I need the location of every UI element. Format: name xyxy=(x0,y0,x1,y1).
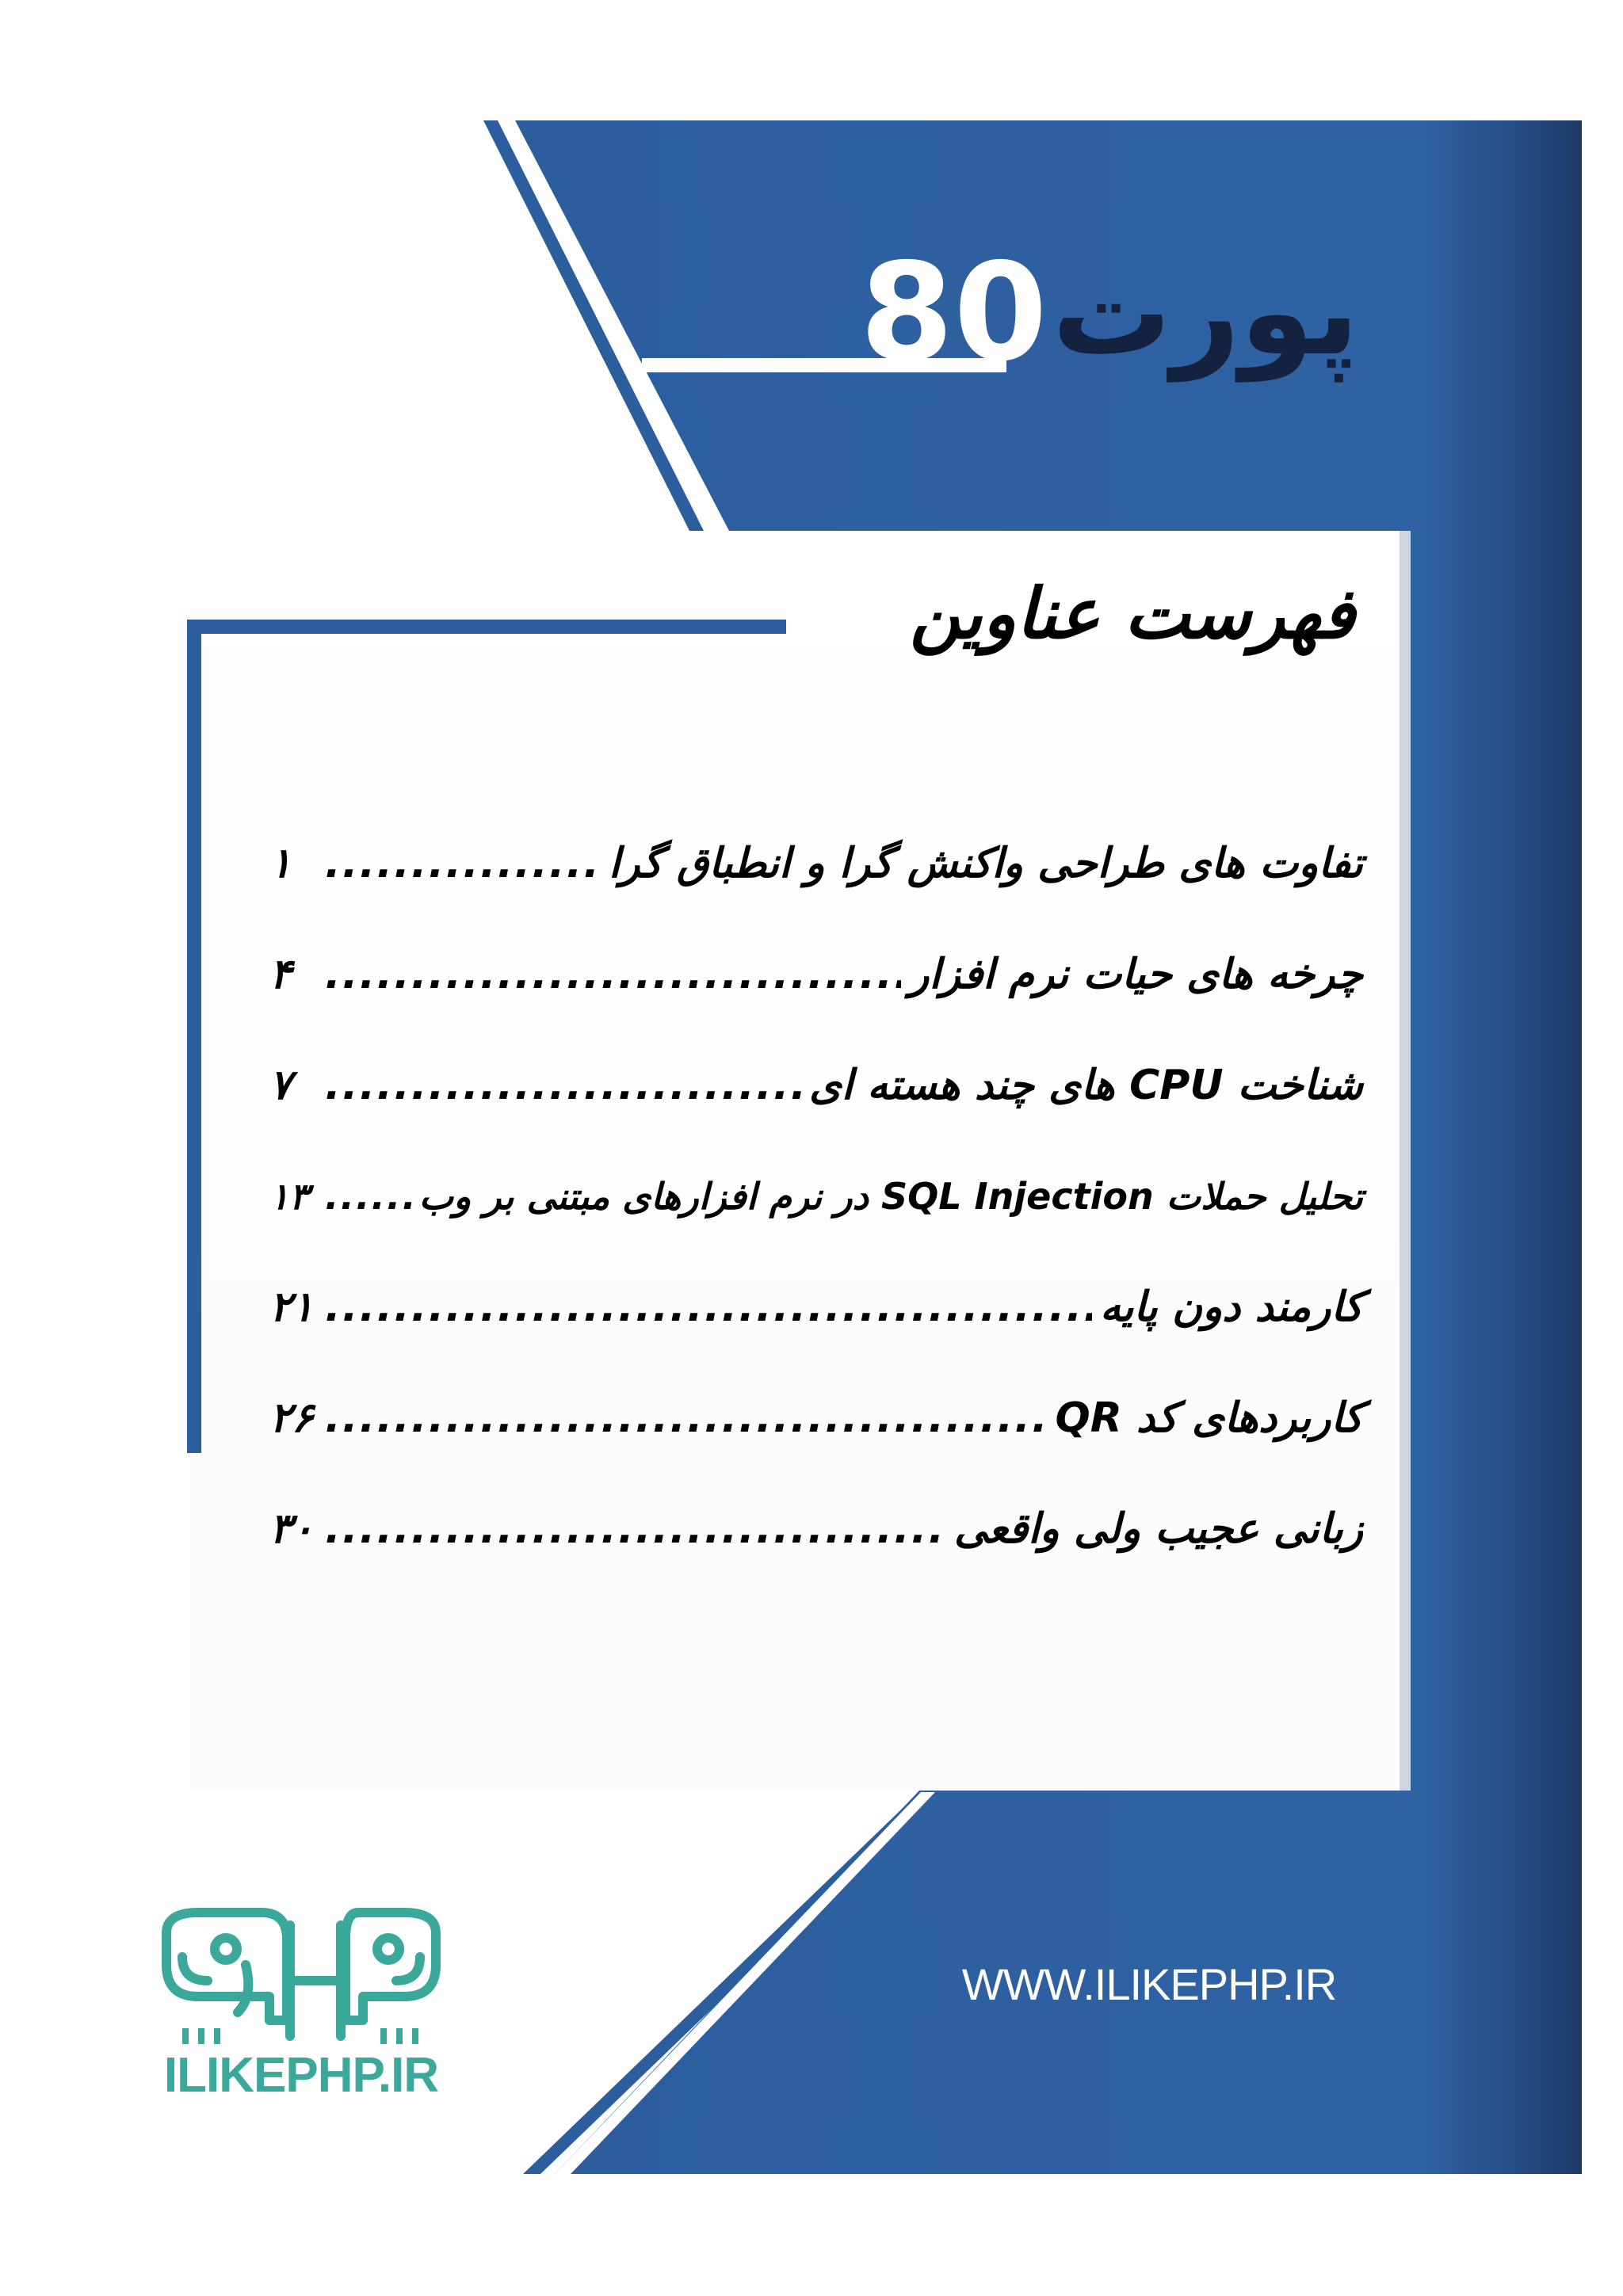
php-logo-text: ILIKEPHP.IR xyxy=(163,2048,439,2103)
toc-item[interactable] xyxy=(269,1363,1363,1474)
toc-item-page: ۳۰ xyxy=(269,1505,314,1553)
toc-item-label: تحلیل حملات SQL Injection در نرم افزارهای مبتنی بر وب xyxy=(418,1175,1363,1218)
toc-item-leader xyxy=(325,951,901,998)
toc-item-page: ۱۳ xyxy=(269,1175,309,1218)
website-url[interactable]: WWW.ILIKEPHP.IR xyxy=(961,1959,1337,2009)
bracket-left xyxy=(187,620,201,1453)
toc-item-page: ۱ xyxy=(269,840,292,887)
toc-item-label: کاربردهای کد QR xyxy=(1055,1394,1363,1442)
logo-number: 80 xyxy=(859,235,1048,391)
toc-list xyxy=(269,808,1363,1585)
toc-item-leader xyxy=(325,840,601,887)
toc-item[interactable] xyxy=(269,1030,1363,1141)
toc-item[interactable] xyxy=(269,1252,1363,1363)
toc-item-label: شناخت CPU های چند هسته ای xyxy=(809,1062,1363,1109)
toc-item[interactable] xyxy=(269,1474,1363,1585)
toc-item-leader xyxy=(325,1505,946,1553)
toc-item-page: ۲۶ xyxy=(269,1394,314,1442)
toc-item[interactable] xyxy=(269,919,1363,1030)
toc-item-leader xyxy=(325,1283,1092,1331)
toc-title: فهرست عناوین xyxy=(910,573,1355,654)
toc-item-label: زبانی عجیب ولی واقعی xyxy=(953,1505,1363,1553)
logo-word: پورت xyxy=(1052,244,1360,382)
card-shadow xyxy=(1400,531,1411,1791)
toc-item[interactable] xyxy=(269,808,1363,919)
toc-item-label: تفاوت های طراحی واکنش گرا و انطباق گرا xyxy=(608,840,1363,887)
toc-item-label: کارمند دون پایه xyxy=(1100,1283,1363,1331)
toc-item-leader xyxy=(325,1394,1047,1442)
toc-item-leader xyxy=(325,1175,411,1218)
toc-item-label: چرخه های حیات نرم افزار xyxy=(909,951,1363,998)
toc-item-page: ۲۱ xyxy=(269,1283,314,1331)
toc-item-page: ۷ xyxy=(269,1062,292,1109)
toc-item-leader xyxy=(325,1062,801,1109)
magazine-logo xyxy=(859,230,1360,396)
toc-item[interactable] xyxy=(269,1141,1363,1252)
toc-item-page: ۴ xyxy=(269,951,292,998)
bracket-top xyxy=(187,620,786,634)
